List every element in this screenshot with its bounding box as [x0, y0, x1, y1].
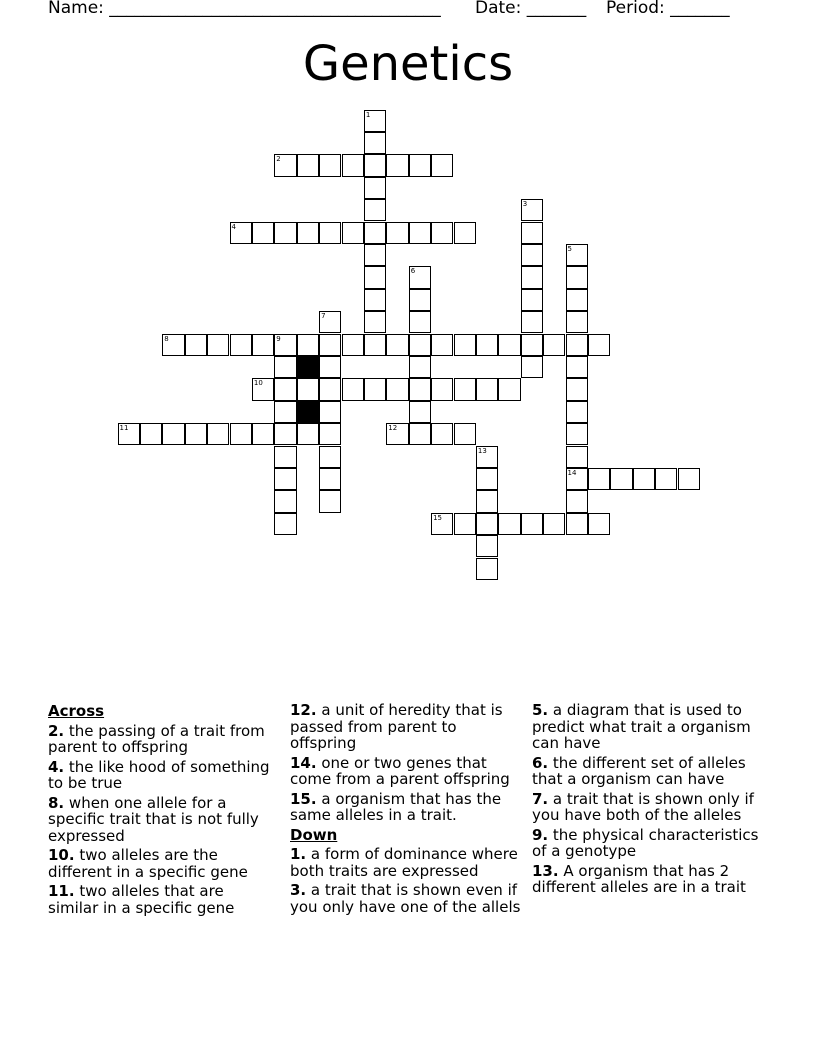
clues-column-2: [290, 702, 522, 918]
grid-cell[interactable]: [342, 154, 364, 176]
grid-cell[interactable]: [498, 378, 520, 400]
grid-cell[interactable]: [342, 222, 364, 244]
grid-cell[interactable]: [252, 378, 274, 400]
grid-cell[interactable]: [319, 446, 341, 468]
grid-cell[interactable]: [319, 356, 341, 378]
grid-cell[interactable]: [566, 401, 588, 423]
grid-cell[interactable]: [140, 423, 162, 445]
grid-cell[interactable]: [409, 289, 431, 311]
grid-cell[interactable]: [521, 334, 543, 356]
clue-down-7: 7. a trait that is shown only if you have both of the alleles: [532, 789, 754, 824]
clue-number: 6: [410, 267, 416, 276]
clue-down-3: 3. a trait that is shown even if you only have one of the allels: [290, 881, 521, 916]
grid-cell[interactable]: [454, 423, 476, 445]
grid-cell[interactable]: [364, 289, 386, 311]
grid-cell[interactable]: [521, 311, 543, 333]
clue-number: 13: [477, 446, 487, 455]
clue-down-13: 13. A organism that has 2 different alleles are in a trait: [532, 861, 746, 896]
clue-number: 1: [365, 110, 371, 119]
grid-cell[interactable]: [566, 423, 588, 445]
grid-cell[interactable]: [364, 311, 386, 333]
grid-cell[interactable]: [409, 378, 431, 400]
grid-cell[interactable]: [274, 378, 296, 400]
grid-cell[interactable]: [252, 334, 274, 356]
grid-cell[interactable]: [409, 356, 431, 378]
clue-number: 14: [567, 468, 577, 477]
grid-cell[interactable]: [386, 423, 408, 445]
grid-cell[interactable]: [476, 490, 498, 512]
grid-cell[interactable]: [364, 132, 386, 154]
grid-cell[interactable]: [566, 468, 588, 490]
period-field[interactable]: Period: _______: [606, 0, 730, 18]
clues-column-3: [532, 702, 772, 899]
grid-cell[interactable]: [454, 334, 476, 356]
grid-cell[interactable]: [454, 222, 476, 244]
grid-cell[interactable]: [274, 446, 296, 468]
grid-cell[interactable]: [274, 356, 296, 378]
clue-down-9: 9. the physical characteristics of a genotype: [532, 825, 759, 860]
grid-cell[interactable]: [409, 266, 431, 288]
grid-cell[interactable]: [409, 423, 431, 445]
puzzle-title: Genetics: [302, 36, 514, 92]
grid-cell[interactable]: [364, 222, 386, 244]
grid-cell[interactable]: [364, 177, 386, 199]
clue-down-5: 5. a diagram that is used to predict what trait a organism can have: [532, 701, 751, 752]
clue-number: 7: [321, 312, 326, 321]
across-heading: Across: [48, 702, 105, 720]
grid-cell[interactable]: [297, 154, 319, 176]
clue-down-6: 6. the different set of alleles that a organism can have: [532, 753, 746, 788]
grid-cell[interactable]: [364, 199, 386, 221]
grid-cell[interactable]: [498, 334, 520, 356]
grid-cell[interactable]: [252, 222, 274, 244]
clues-column-1: [48, 702, 278, 919]
grid-cell[interactable]: [297, 334, 319, 356]
grid-cell[interactable]: [319, 378, 341, 400]
grid-cell[interactable]: [409, 401, 431, 423]
grid-cell[interactable]: [543, 334, 565, 356]
grid-cell[interactable]: [431, 222, 453, 244]
grid-cell[interactable]: [319, 401, 341, 423]
grid-cell[interactable]: [409, 222, 431, 244]
grid-cell[interactable]: [230, 222, 252, 244]
grid-cell[interactable]: [566, 490, 588, 512]
clue-number: 11: [119, 424, 129, 433]
grid-cell[interactable]: [162, 423, 184, 445]
grid-cell[interactable]: [566, 311, 588, 333]
clue-number: 12: [388, 424, 398, 433]
grid-cell[interactable]: [319, 468, 341, 490]
grid-cell[interactable]: [386, 154, 408, 176]
grid-cell[interactable]: [476, 535, 498, 557]
clue-number: 10: [253, 379, 263, 388]
clue-down-1: 1. a form of dominance where both traits are expressed: [290, 845, 518, 880]
clue-number: 2: [276, 155, 281, 164]
grid-block: [297, 401, 319, 423]
grid-cell[interactable]: [588, 468, 610, 490]
grid-cell[interactable]: [566, 266, 588, 288]
grid-cell[interactable]: [342, 378, 364, 400]
grid-cell[interactable]: [431, 423, 453, 445]
grid-cell[interactable]: [297, 378, 319, 400]
grid-cell[interactable]: [319, 334, 341, 356]
grid-cell[interactable]: [185, 334, 207, 356]
grid-cell[interactable]: [566, 289, 588, 311]
grid-cell[interactable]: [566, 334, 588, 356]
grid-cell[interactable]: [319, 311, 341, 333]
grid-cell[interactable]: [386, 222, 408, 244]
grid-cell[interactable]: [364, 244, 386, 266]
grid-cell[interactable]: [319, 222, 341, 244]
grid-cell[interactable]: [521, 199, 543, 221]
grid-cell[interactable]: [610, 468, 632, 490]
grid-cell[interactable]: [521, 244, 543, 266]
grid-cell[interactable]: [476, 558, 498, 580]
grid-cell[interactable]: [230, 334, 252, 356]
grid-cell[interactable]: [274, 468, 296, 490]
grid-cell[interactable]: [521, 266, 543, 288]
clue-across-15: 15. a organism that has the same alleles in a trait.: [290, 789, 502, 824]
clue-across-10: 10. two alleles are the different in a specific gene: [48, 846, 248, 881]
grid-cell[interactable]: [566, 356, 588, 378]
date-field[interactable]: Date: _______: [475, 0, 587, 18]
grid-block: [297, 356, 319, 378]
grid-cell[interactable]: [566, 513, 588, 535]
grid-cell[interactable]: [230, 423, 252, 445]
grid-cell[interactable]: [633, 468, 655, 490]
clue-across-2: 2. the passing of a trait from parent to offspring: [48, 721, 265, 756]
clue-across-4: 4. the like hood of something to be true: [48, 757, 270, 792]
grid-cell[interactable]: [297, 222, 319, 244]
grid-cell[interactable]: [364, 334, 386, 356]
grid-cell[interactable]: [162, 334, 184, 356]
grid-cell[interactable]: [431, 513, 453, 535]
clue-across-14: 14. one or two genes that come from a parent offspring: [290, 753, 510, 788]
grid-cell[interactable]: [364, 266, 386, 288]
grid-cell[interactable]: [454, 378, 476, 400]
grid-cell[interactable]: [207, 334, 229, 356]
grid-cell[interactable]: [409, 311, 431, 333]
grid-cell[interactable]: [274, 423, 296, 445]
grid-cell[interactable]: [476, 446, 498, 468]
clue-number: 4: [231, 222, 236, 231]
grid-cell[interactable]: [118, 423, 140, 445]
grid-cell[interactable]: [476, 378, 498, 400]
grid-cell[interactable]: [409, 334, 431, 356]
grid-cell[interactable]: [431, 378, 453, 400]
grid-cell[interactable]: [543, 513, 565, 535]
name-field[interactable]: Name: _______________________________________: [48, 0, 441, 18]
clue-number: 8: [164, 334, 169, 343]
grid-cell[interactable]: [319, 154, 341, 176]
grid-cell[interactable]: [431, 334, 453, 356]
grid-cell[interactable]: [319, 490, 341, 512]
grid-cell[interactable]: [364, 154, 386, 176]
grid-cell[interactable]: [342, 334, 364, 356]
grid-cell[interactable]: [207, 423, 229, 445]
grid-cell[interactable]: [274, 513, 296, 535]
clue-across-8: 8. when one allele for a specific trait that is not fully expressed: [48, 793, 259, 845]
grid-cell[interactable]: [476, 468, 498, 490]
grid-cell[interactable]: [521, 356, 543, 378]
down-heading: Down: [290, 825, 338, 844]
grid-cell[interactable]: [476, 513, 498, 535]
grid-cell[interactable]: [476, 334, 498, 356]
grid-cell[interactable]: [386, 334, 408, 356]
grid-cell[interactable]: [364, 110, 386, 132]
grid-cell[interactable]: [274, 154, 296, 176]
clue-number: 5: [567, 244, 572, 253]
grid-cell[interactable]: [274, 222, 296, 244]
grid-cell[interactable]: [297, 423, 319, 445]
grid-cell[interactable]: [386, 378, 408, 400]
clue-across-12: 12. a unit of heredity that is passed from parent to offspring: [290, 701, 503, 752]
grid-cell[interactable]: [274, 490, 296, 512]
clue-number: 15: [433, 513, 443, 522]
grid-cell[interactable]: [521, 222, 543, 244]
grid-cell[interactable]: [409, 154, 431, 176]
grid-cell[interactable]: [319, 423, 341, 445]
grid-cell[interactable]: [521, 513, 543, 535]
grid-cell[interactable]: [364, 378, 386, 400]
grid-cell[interactable]: [274, 401, 296, 423]
clue-across-11: 11. two alleles that are similar in a specific gene: [48, 882, 235, 917]
clue-number: 9: [276, 334, 281, 343]
grid-cell[interactable]: [252, 423, 274, 445]
grid-cell[interactable]: [274, 334, 296, 356]
grid-cell[interactable]: [498, 513, 520, 535]
grid-cell[interactable]: [566, 378, 588, 400]
grid-cell[interactable]: [655, 468, 677, 490]
grid-cell[interactable]: [566, 244, 588, 266]
grid-cell[interactable]: [431, 154, 453, 176]
grid-cell[interactable]: [588, 513, 610, 535]
grid-cell[interactable]: [185, 423, 207, 445]
grid-cell[interactable]: [588, 334, 610, 356]
grid-cell[interactable]: [521, 289, 543, 311]
grid-cell[interactable]: [566, 446, 588, 468]
grid-cell[interactable]: [678, 468, 700, 490]
clue-number: 3: [522, 200, 528, 209]
grid-cell[interactable]: [454, 513, 476, 535]
